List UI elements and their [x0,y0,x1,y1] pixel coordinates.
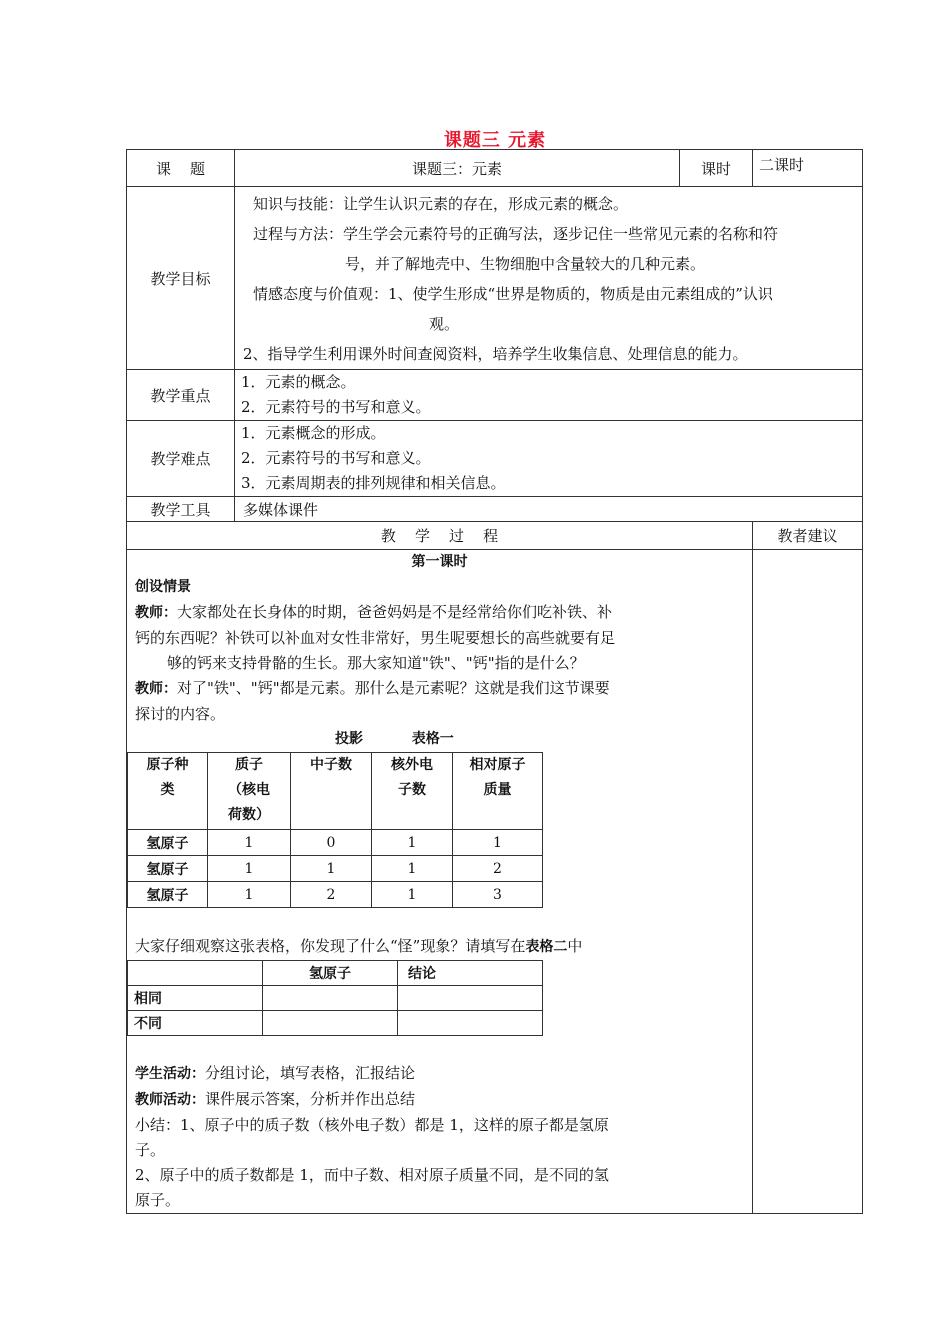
objective-line: 观。 [429,315,460,333]
lesson-plan-table [126,149,863,1214]
difficulties-content [235,421,863,497]
table-cell [398,1011,543,1036]
table-cell: 1 [291,856,372,882]
table-row [128,856,543,882]
objectives-row [127,187,863,370]
header-cell [128,961,263,986]
speaker-label: 教师： [135,681,177,697]
objectives-content [235,187,863,370]
activity-label: 教师活动： [135,1092,205,1108]
teacher-activity [135,1087,744,1113]
objective-line: 过程与方法：学生学会元素符号的正确写法，逐步记住一些常见元素的名称和符 [253,225,779,243]
table-row [128,1011,543,1036]
process-header: 教 学 过 程 [127,522,753,550]
paragraph: 探讨的内容。 [135,705,226,723]
lesson-heading: 第一课时 [411,554,468,570]
paragraph-text: 大家都处在长身体的时期，爸爸妈妈是不是经常给你们吃补铁、补 [177,603,613,621]
speaker-label: 教师： [135,605,177,621]
advice-content [753,550,863,1214]
objective-line: 2、指导学生利用课外时间查阅资料，培养学生收集信息、处理信息的能力。 [243,345,748,363]
table-row [128,986,543,1011]
process-row [127,550,863,1214]
activity-label: 学生活动： [135,1066,205,1082]
process-header-row [127,522,863,550]
table-cell: 1 [208,830,291,856]
section-heading: 创设情景 [135,579,191,595]
table-cell [263,986,398,1011]
key-points-row [127,370,863,421]
difficulty-item: 2．元素符号的书写和意义。 [241,449,431,467]
header-row [127,150,863,187]
tools-row [127,497,863,522]
table-cell: 氢原子 [128,856,208,882]
table-row [128,882,543,908]
paragraph [135,676,744,702]
atom-table [127,752,543,908]
table-cell: 2 [453,856,543,882]
table-cell [263,1011,398,1036]
student-activity [135,1061,744,1087]
objective-line: 知识与技能：让学生认识元素的存在，形成元素的概念。 [253,195,629,213]
topic-value: 课题三：元素 [235,150,680,187]
question-bold: 表格二 [525,939,568,955]
period-value: 二课时 [753,150,863,187]
header-cell: 原子种 类 [128,753,208,830]
table-cell: 0 [291,830,372,856]
atom-table-header [128,753,543,830]
key-points-content [235,370,863,421]
compare-table [127,960,543,1036]
paragraph: 够的钙来支持骨骼的生长。那大家知道"铁"、"钙"指的是什么？ [167,654,585,672]
table-cell: 2 [291,882,372,908]
activity-text: 课件展示答案，分析并作出总结 [205,1090,416,1108]
key-points-label: 教学重点 [127,370,235,421]
paragraph: 钙的东西呢？补铁可以补血对女性非常好，男生呢要想长的高些就要有足 [135,629,616,647]
topic-label: 课 题 [127,150,235,187]
question-paragraph [135,934,744,960]
table-cell: 1 [208,882,291,908]
summary-line: 子。 [135,1141,166,1159]
table-cell: 1 [372,856,453,882]
difficulty-item: 3．元素周期表的排列规律和相关信息。 [241,474,506,492]
key-point-item: 2．元素符号的书写和意义。 [241,398,431,416]
tools-label: 教学工具 [127,497,235,522]
process-content [127,550,753,1214]
table-cell [398,986,543,1011]
table-cell: 1 [453,830,543,856]
table1-caption: 投影 表格一 [335,731,454,747]
header-cell: 相对原子 质量 [453,753,543,830]
question-end: 中 [567,937,583,955]
question-text: 大家仔细观察这张表格，你发现了什么“怪”现象？请填写在 [135,937,526,955]
summary-line: 小结：1、原子中的质子数（核外电子数）都是 1，这样的原子都是氢原 [135,1116,609,1134]
table-cell: 1 [372,830,453,856]
paragraph [135,600,744,626]
document-title: 课题三 元素 [443,130,547,151]
key-point-item: 1．元素的概念。 [241,373,356,391]
objective-line: 号，并了解地壳中、生物细胞中含量较大的几种元素。 [345,255,706,273]
paragraph-text: 对了"铁"、"钙"都是元素。那什么是元素呢？这就是我们这节课要 [177,679,610,697]
table-cell: 3 [453,882,543,908]
table-cell: 氢原子 [128,830,208,856]
header-cell: 中子数 [291,753,372,830]
header-cell: 核外电 子数 [372,753,453,830]
difficulty-item: 1．元素概念的形成。 [241,424,386,442]
table-cell: 1 [372,882,453,908]
period-label: 课时 [680,150,753,187]
summary-line: 2、原子中的质子数都是 1，而中子数、相对原子质量不同，是不同的氢 [135,1166,609,1184]
difficulties-label: 教学难点 [127,421,235,497]
header-cell: 结论 [398,961,543,986]
header-cell: 氢原子 [263,961,398,986]
table-cell: 不同 [128,1011,263,1036]
table-cell: 1 [208,856,291,882]
table-row [128,830,543,856]
table-cell: 氢原子 [128,882,208,908]
activity-text: 分组讨论，填写表格，汇报结论 [205,1064,416,1082]
compare-table-header [128,961,543,986]
summary-line: 原子。 [135,1191,181,1209]
table-cell: 相同 [128,986,263,1011]
tools-value: 多媒体课件 [235,497,863,522]
header-cell: 质子 （核电 荷数） [208,753,291,830]
advice-header: 教者建议 [753,522,863,550]
objectives-label: 教学目标 [127,187,235,370]
difficulties-row [127,421,863,497]
objective-line: 情感态度与价值观：1、使学生形成“世界是物质的，物质是由元素组成的”认识 [253,285,773,303]
